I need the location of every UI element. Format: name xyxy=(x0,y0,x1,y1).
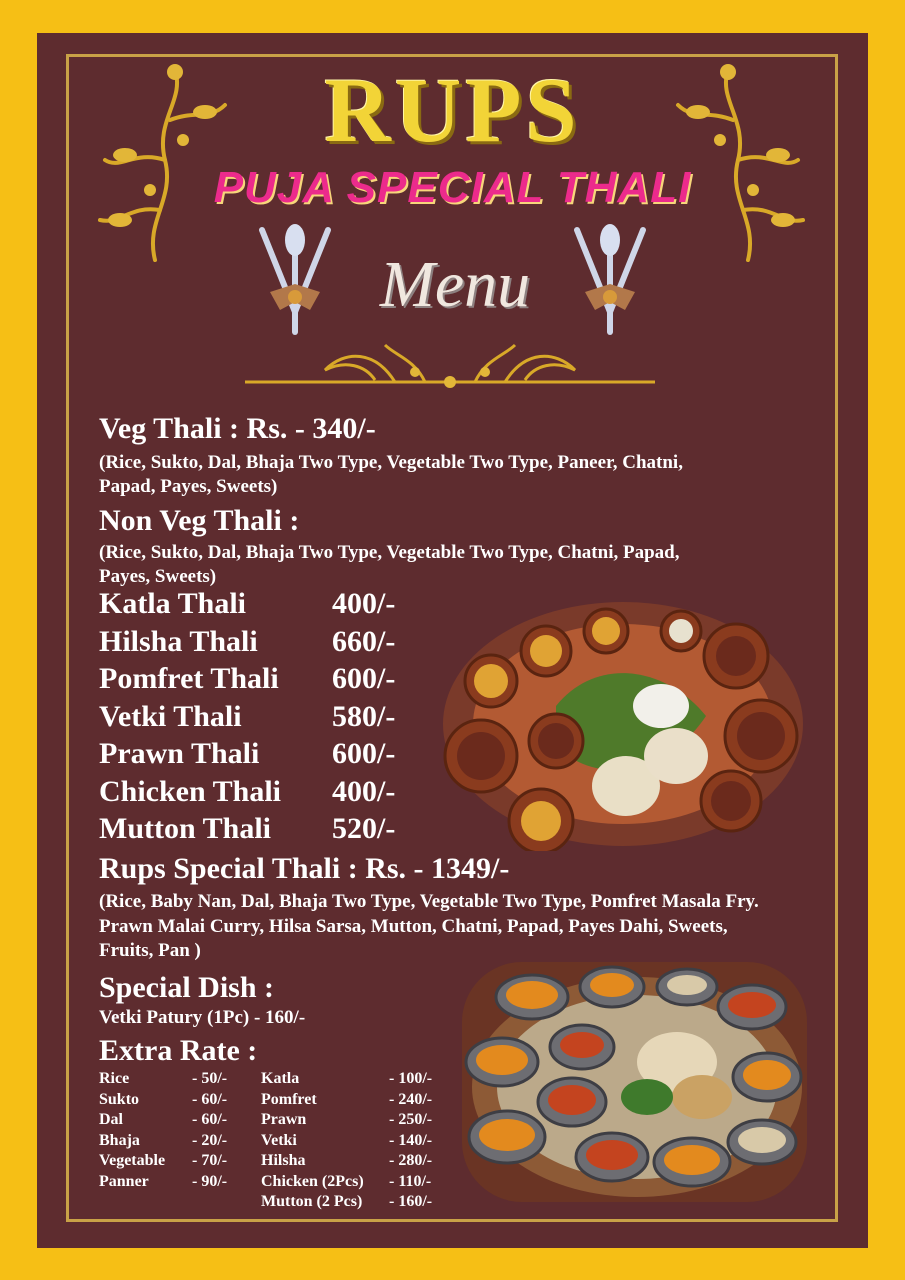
extra-rate-row xyxy=(99,1090,227,1111)
extra-item-price: - 280/- xyxy=(389,1152,433,1169)
extra-item-price: - 250/- xyxy=(389,1111,433,1128)
nonveg-thali-heading: Non Veg Thali : xyxy=(99,504,300,537)
cutlery-bow-icon-right xyxy=(565,222,655,337)
extra-rate-row xyxy=(261,1172,432,1193)
extra-rate-column-1 xyxy=(99,1069,227,1192)
thali-item xyxy=(99,585,395,623)
extra-item-name: Panner xyxy=(99,1172,149,1190)
thali-item xyxy=(99,810,395,848)
extra-item-name: Vegetable xyxy=(99,1152,166,1169)
extra-rate-row xyxy=(99,1110,227,1131)
extra-item-name: Dal xyxy=(99,1111,123,1128)
thali-price: 400/- xyxy=(332,774,396,808)
extra-rate-row xyxy=(261,1090,432,1111)
thali-name: Vetki Thali xyxy=(99,699,242,733)
thali-price: 520/- xyxy=(332,812,396,845)
thali-item xyxy=(99,623,395,661)
extra-item-price: - 70/- xyxy=(192,1152,228,1169)
special-thali-desc-line3: Fruits, Pan ) xyxy=(99,940,201,961)
extra-item-name: Pomfret xyxy=(261,1090,317,1108)
extra-item-price: - 160/- xyxy=(389,1193,433,1210)
extra-item-price: - 100/- xyxy=(389,1070,433,1087)
extra-rate-row xyxy=(99,1131,227,1152)
nonveg-thali-list xyxy=(99,585,395,848)
thali-name: Katla Thali xyxy=(99,587,246,620)
extra-rate-column-2 xyxy=(261,1069,432,1213)
extra-item-name: Hilsha xyxy=(261,1152,306,1169)
extra-item-name: Katla xyxy=(261,1070,300,1087)
nonveg-thali-desc-line2: Payes, Sweets) xyxy=(99,566,217,587)
extra-rate-row xyxy=(261,1151,432,1172)
thali-price: 580/- xyxy=(332,699,396,733)
special-dish-item: Vetki Patury (1Pc) - 160/- xyxy=(99,1007,306,1028)
extra-item-price: - 20/- xyxy=(192,1131,228,1149)
special-thali-desc-line2: Prawn Malai Curry, Hilsa Sarsa, Mutton, Chatni, Papad, Payes Dahi, Sweets, xyxy=(99,916,728,937)
brand-title: RUPS xyxy=(324,59,581,161)
extra-item-name: Rice xyxy=(99,1070,130,1087)
extra-rate-row xyxy=(99,1172,227,1193)
thali-price: 660/- xyxy=(332,624,396,658)
menu-word: Menu xyxy=(379,248,531,321)
special-thali-desc-line1: (Rice, Baby Nan, Dal, Bhaja Two Type, Vegetable Two Type, Pomfret Masala Fry. xyxy=(99,891,759,912)
cutlery-bow-icon-left xyxy=(250,222,340,337)
extra-item-name: Chicken (2Pcs) xyxy=(261,1172,364,1190)
extra-item-name: Bhaja xyxy=(99,1131,140,1149)
thali-photo xyxy=(436,596,811,851)
veg-thali-desc-line2: Papad, Payes, Sweets) xyxy=(99,476,278,497)
extra-rate-row xyxy=(99,1069,227,1090)
extra-item-price: - 110/- xyxy=(389,1172,432,1190)
veg-thali-heading: Veg Thali : Rs. - 340/- xyxy=(99,412,376,445)
extra-rate-heading: Extra Rate : xyxy=(99,1034,258,1067)
extra-item-name: Sukto xyxy=(99,1090,140,1108)
extra-rate-row xyxy=(261,1192,432,1213)
extra-item-price: - 60/- xyxy=(192,1090,228,1108)
extra-rate-row xyxy=(99,1151,227,1172)
thali-price: 600/- xyxy=(332,662,396,695)
thali-item xyxy=(99,773,395,811)
extra-item-price: - 140/- xyxy=(389,1131,433,1149)
divider-ornament-icon xyxy=(245,340,655,402)
extra-item-price: - 240/- xyxy=(389,1090,433,1108)
extra-item-price: - 50/- xyxy=(192,1070,228,1087)
thali-item xyxy=(99,735,395,773)
thali-price: 400/- xyxy=(332,587,396,620)
extra-item-name: Vetki xyxy=(261,1131,297,1149)
thali-name: Prawn Thali xyxy=(99,737,260,770)
special-dish-heading: Special Dish : xyxy=(99,971,275,1004)
nonveg-thali-desc-line1: (Rice, Sukto, Dal, Bhaja Two Type, Vegetable Two Type, Chatni, Papad, xyxy=(99,542,680,563)
extra-item-price: - 90/- xyxy=(192,1172,228,1190)
thali-item xyxy=(99,698,395,736)
extra-item-name: Prawn xyxy=(261,1111,307,1128)
special-thali-photo xyxy=(462,962,807,1202)
extra-item-price: - 60/- xyxy=(192,1111,228,1128)
thali-name: Mutton Thali xyxy=(99,812,271,845)
extra-item-name: Mutton (2 Pcs) xyxy=(261,1193,363,1210)
veg-thali-desc-line1: (Rice, Sukto, Dal, Bhaja Two Type, Vegetable Two Type, Paneer, Chatni, xyxy=(99,452,683,473)
thali-item xyxy=(99,660,395,698)
thali-name: Hilsha Thali xyxy=(99,624,258,658)
thali-price: 600/- xyxy=(332,737,396,770)
subtitle: PUJA SPECIAL THALI xyxy=(213,163,692,212)
thali-name: Pomfret Thali xyxy=(99,662,279,695)
extra-rate-row xyxy=(261,1110,432,1131)
extra-rate-row xyxy=(261,1069,432,1090)
special-thali-heading: Rups Special Thali : Rs. - 1349/- xyxy=(99,852,510,885)
extra-rate-row xyxy=(261,1131,432,1152)
thali-name: Chicken Thali xyxy=(99,774,282,808)
